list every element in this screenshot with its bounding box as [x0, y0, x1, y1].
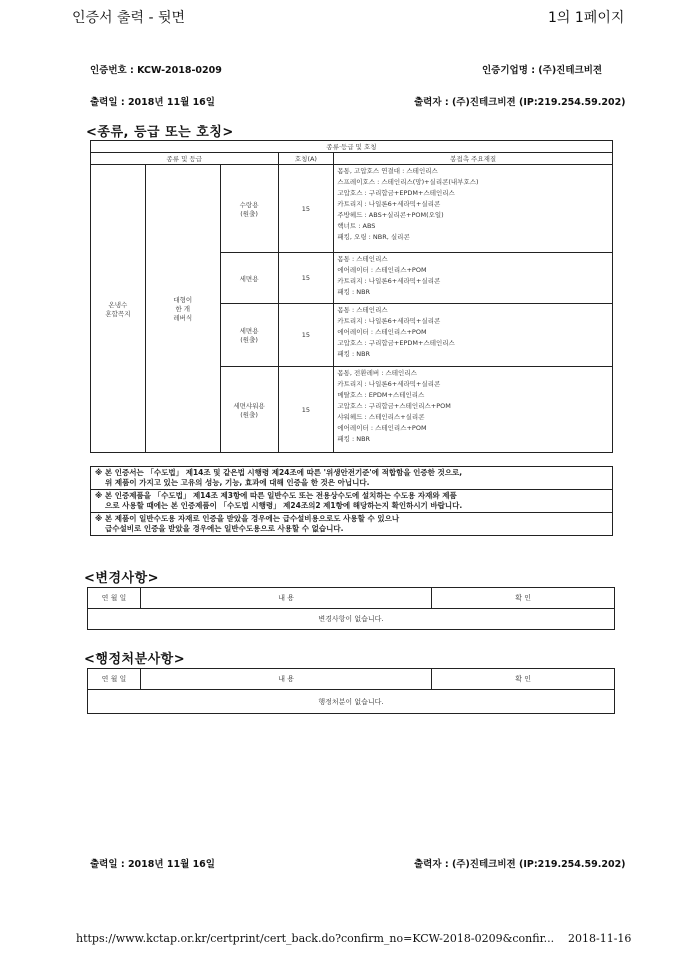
footer-date: 2018-11-16: [568, 932, 632, 945]
product-materials: 몸통 : 스테인리스 에어레이터 : 스테인리스+POM 카트리지 : 나일론6+세라믹+실리콘 패킹 : NBR: [334, 253, 613, 304]
print-page-title: 인증서 출력 - 뒷면: [72, 10, 186, 26]
product-name: 세면샤워용 (원출): [220, 367, 278, 453]
product-materials: 몸통, 전환레버 : 스테인리스 카트리지 : 나일론6+세라믹+실리콘 메탈호스 : EPDM+스테인리스 고압호스 : 구리합금+스테인리스+POM 샤워헤드 : 스테인리스+실리콘 에어레이터 : 스테인리스+POM 패킹 : NBR: [334, 367, 613, 453]
product-size: 15: [278, 304, 334, 367]
product-materials: 몸통 : 스테인리스 카트리지 : 나일론6+세라믹+실리콘 에어레이터 : 스테인리스+POM 고압호스 : 구리합금+EPDM+스테인리스 패킹 : NBR: [334, 304, 613, 367]
admin-table: [87, 668, 615, 714]
print-date: 출력일 : 2018년 11월 16일: [90, 97, 215, 108]
col-header-material: 봉접촉 주요재질: [334, 153, 613, 165]
page-url: https://www.kctap.or.kr/certprint/cert_back.do?confirm_no=KCW-2018-0209&confir...: [76, 932, 555, 945]
empty-message: 변경사항이 없습니다.: [88, 609, 615, 630]
product-size: 15: [278, 253, 334, 304]
category-cell: 온냉수 혼합꼭지: [91, 165, 146, 453]
col-header-date: 연 월 일: [88, 669, 141, 690]
certificate-number: 인증번호 : KCW-2018-0209: [90, 65, 222, 76]
page-count: 1의 1페이지: [548, 10, 625, 26]
product-materials: 몸통, 고압호스 연결대 : 스테인리스 스프레이호스 : 스테인리스(망)+실리콘(내부호스) 고압호스 : 구리합금+EPDM+스테인리스 카트리지 : 나일론6+세라믹+실리콘 주방헤드 : ABS+실리콘+POM(오일) 핵너트 : ABS 패킹, 오링 : NBR, 실리콘: [334, 165, 613, 253]
note: ※ 본 인증서는 「수도법」 제14조 및 같은법 시행령 제24조에 따른 '위생안전기준'에 적합함을 인증한 것으로, 위 제품이 가지고 있는 고유의 성능, 기능, 효과에 대해 인증을 한 것은 아닙니다.: [91, 467, 613, 490]
section-title-changes: <변경사항>: [84, 571, 160, 586]
note: ※ 본 인증제품을 「수도법」 제14조 제3항에 따른 일반수도 또는 전용상수도에 설치하는 수도용 자재와 제품 으로 사용할 때에는 본 인증제품이 「수도법 시행령」 제24조의2 제1항에 해당하는지 확인하시기 바랍니다.: [91, 490, 613, 513]
note: ※ 본 제품이 일반수도용 자재로 인증을 받았을 경우에는 급수설비용으로도 사용할 수 있으나 급수설비로 인증을 받았을 경우에는 일반수도용으로 사용할 수 없습니다.: [91, 513, 613, 536]
footer-print-date: 출력일 : 2018년 11월 16일: [90, 859, 215, 870]
col-header-type: 종류 및 등급: [91, 153, 279, 165]
col-header-content: 내 용: [140, 588, 431, 609]
footer-printer-info: 출력자 : (주)진테크비젼 (IP:219.254.59.202): [414, 859, 626, 870]
col-header-confirm: 확 인: [432, 588, 615, 609]
col-header-content: 내 용: [140, 669, 431, 690]
product-name: 수랑용 (원출): [220, 165, 278, 253]
col-header-date: 연 월 일: [88, 588, 141, 609]
types-table: [90, 140, 613, 453]
section-title-admin: <행정처분사항>: [84, 652, 186, 667]
product-name: 세면용: [220, 253, 278, 304]
col-header-size: 호칭(A): [278, 153, 334, 165]
printer-info: 출력자 : (주)진테크비젼 (IP:219.254.59.202): [414, 97, 626, 108]
product-name: 세면용 (원출): [220, 304, 278, 367]
product-size: 15: [278, 367, 334, 453]
subcategory-cell: 대형이 한 개 레버식: [145, 165, 220, 453]
empty-message: 행정처분이 없습니다.: [88, 690, 615, 714]
changes-table: [87, 587, 615, 630]
product-size: 15: [278, 165, 334, 253]
company-name: 인증기업명 : (주)진테크비젼: [482, 65, 603, 76]
section-title-types: <종류, 등급 또는 호칭>: [86, 125, 234, 140]
notes-table: [90, 466, 613, 536]
col-header-confirm: 확 인: [432, 669, 615, 690]
table-caption: 종류·등급 및 호칭: [91, 141, 613, 153]
